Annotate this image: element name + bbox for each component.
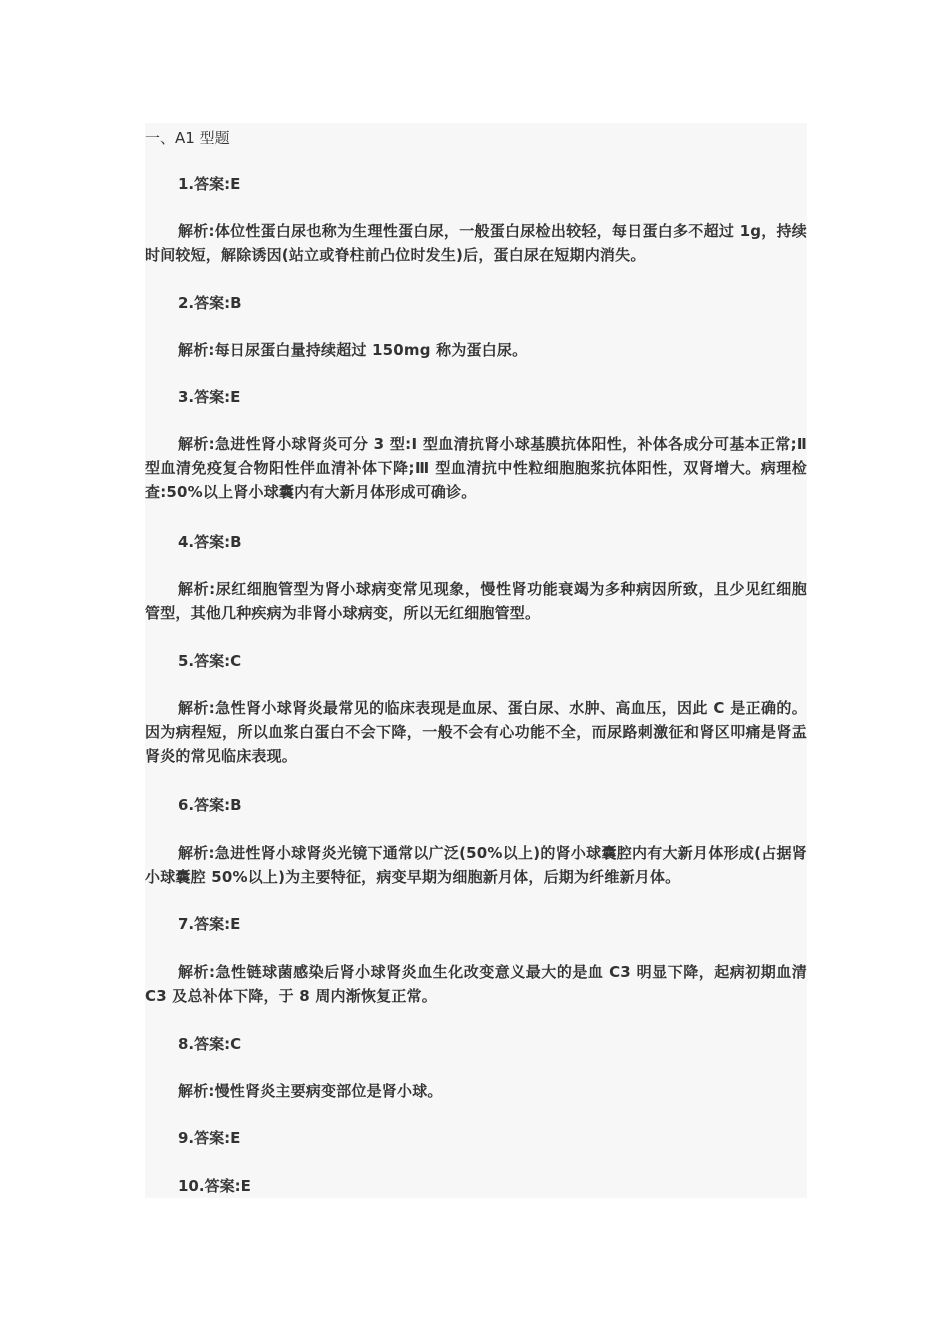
analysis-4: 解析:尿红细胞管型为肾小球病变常见现象，慢性肾功能衰竭为多种病因所致，且少见红细胞管型，其他几种疾病为非肾小球病变，所以无红细胞管型。 — [145, 580, 807, 622]
answer-8: 8.答案:C — [178, 1035, 242, 1053]
answer-9: 9.答案:E — [178, 1129, 241, 1147]
answer-3: 3.答案:E — [178, 388, 241, 406]
analysis-5: 解析:急性肾小球肾炎最常见的临床表现是血尿、蛋白尿、水肿、高血压，因此 C 是正确的。因为病程短，所以血浆白蛋白不会下降，一般不会有心功能不全，而尿路刺激征和肾区叩痛是肾盂肾炎的常见临床表现。 — [145, 699, 807, 765]
analysis-3: 解析:急进性肾小球肾炎可分 3 型:Ⅰ 型血清抗肾小球基膜抗体阳性，补体各成分可基本正常;Ⅱ 型血清免疫复合物阳性伴血清补体下降;Ⅲ 型血清抗中性粒细胞胞浆抗体阳性，双肾增大。病理检查:50%以上肾小球囊内有大新月体形成可确诊。 — [145, 435, 807, 501]
answer-2: 2.答案:B — [178, 294, 242, 312]
analysis-7: 解析:急性链球菌感染后肾小球肾炎血生化改变意义最大的是血 C3 明显下降，起病初期血清 C3 及总补体下降，于 8 周内渐恢复正常。 — [145, 963, 807, 1005]
analysis-8: 解析:慢性肾炎主要病变部位是肾小球。 — [178, 1082, 443, 1100]
analysis-6: 解析:急进性肾小球肾炎光镜下通常以广泛(50%以上)的肾小球囊腔内有大新月体形成(占据肾小球囊腔 50%以上)为主要特征，病变早期为细胞新月体，后期为纤维新月体。 — [145, 844, 807, 886]
answer-6: 6.答案:B — [178, 796, 242, 814]
document-content — [145, 123, 807, 1198]
section-title: 一、A1 型题 — [145, 129, 230, 147]
answer-4: 4.答案:B — [178, 533, 242, 551]
answer-7: 7.答案:E — [178, 915, 241, 933]
answer-5: 5.答案:C — [178, 652, 242, 670]
analysis-2: 解析:每日尿蛋白量持续超过 150mg 称为蛋白尿。 — [178, 341, 528, 359]
analysis-1: 解析:体位性蛋白尿也称为生理性蛋白尿，一般蛋白尿检出较轻，每日蛋白多不超过 1g，持续时间较短，解除诱因(站立或脊柱前凸位时发生)后，蛋白尿在短期内消失。 — [145, 222, 807, 264]
answer-1: 1.答案:E — [178, 175, 241, 193]
answer-10: 10.答案:E — [178, 1177, 251, 1195]
